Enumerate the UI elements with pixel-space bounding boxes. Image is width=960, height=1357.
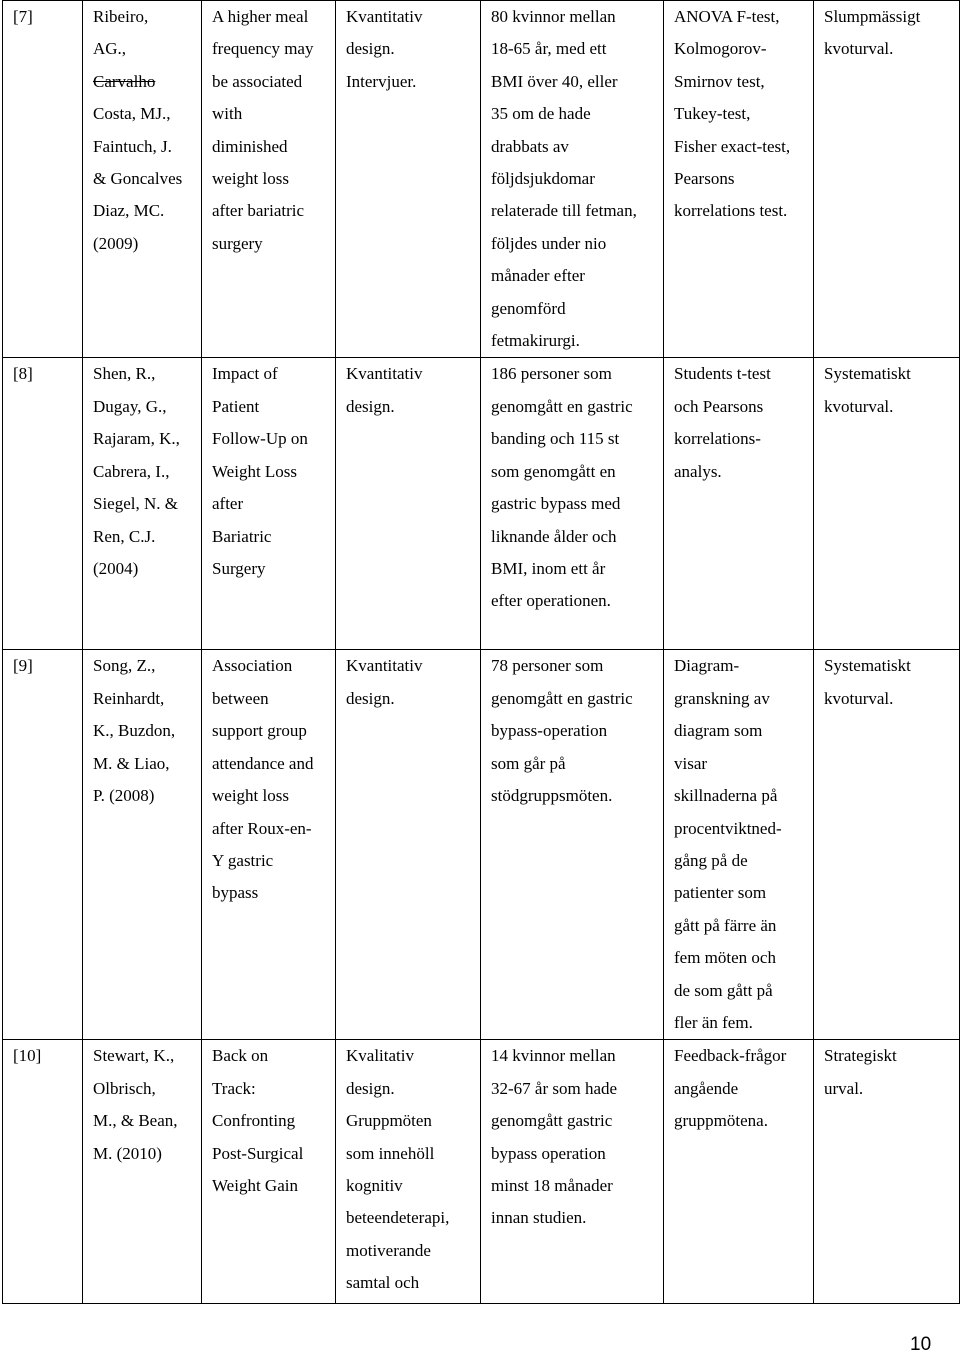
analysis-cell (664, 1, 814, 358)
cell-line: följdsjukdomar (491, 169, 595, 189)
title-cell (202, 1, 336, 358)
title-cell (202, 358, 336, 650)
table-row (3, 1040, 960, 1304)
cell-line: support group (212, 721, 307, 741)
cell-line: Pearsons (674, 169, 735, 189)
literature-table (2, 0, 960, 1304)
cell-line: design. (346, 396, 395, 416)
cell-line: bypass operation (491, 1143, 606, 1163)
cell-line: Ren, C.J. (93, 526, 156, 546)
cell-line: kvoturval. (824, 396, 894, 416)
title-cell (202, 650, 336, 1040)
cell-line: between (212, 688, 269, 708)
cell-line: granskning av (674, 688, 770, 708)
cell-line: [10] (13, 1046, 42, 1066)
cell-line: korrelations- (674, 429, 761, 449)
cell-line: M. (2010) (93, 1143, 162, 1163)
authors-cell (83, 358, 202, 650)
cell-line: Costa, MJ., (93, 104, 171, 124)
cell-line: design. (346, 1078, 395, 1098)
page-number: 10 (910, 1334, 932, 1355)
cell-line: ANOVA F-test, (674, 7, 780, 26)
cell-line: korrelations test. (674, 201, 788, 221)
cell-line: Carvalho (93, 71, 156, 91)
cell-line: Diaz, MC. (93, 201, 165, 221)
table-row (3, 1, 960, 358)
cell-line: frequency may (212, 39, 314, 59)
cell-line: gått på färre än (674, 915, 777, 935)
cell-line: drabbats av (491, 136, 569, 156)
cell-line: Bariatric (212, 526, 272, 546)
cell-line: skillnaderna på (674, 786, 778, 806)
cell-line: BMI över 40, eller (491, 71, 618, 91)
ref-number-cell (3, 650, 83, 1040)
cell-line: P. (2008) (93, 786, 155, 806)
cell-line: Surgery (212, 558, 266, 578)
cell-line: liknande ålder och (491, 526, 617, 546)
authors-cell (83, 650, 202, 1040)
design-cell (336, 358, 481, 650)
cell-line: Kvantitativ (346, 7, 423, 26)
cell-line: Diagram- (674, 656, 740, 676)
cell-line: som går på (491, 753, 566, 773)
cell-line: Association (212, 656, 293, 676)
cell-line: genomgått gastric (491, 1111, 613, 1131)
cell-line: attendance and (212, 753, 314, 773)
analysis-cell (664, 358, 814, 650)
analysis-cell (664, 1040, 814, 1304)
cell-line: fler än fem. (674, 1012, 753, 1032)
cell-line: som genomgått en (491, 461, 616, 481)
sampling-cell (814, 1, 960, 358)
cell-line: after (212, 494, 244, 514)
cell-line: Shen, R., (93, 364, 156, 384)
cell-line: Confronting (212, 1111, 296, 1131)
cell-line: som innehöll (346, 1143, 435, 1163)
cell-line: Patient (212, 396, 260, 416)
cell-line: [8] (13, 364, 33, 384)
cell-line: 14 kvinnor mellan (491, 1046, 616, 1066)
sampling-cell (814, 650, 960, 1040)
cell-line: banding och 115 st (491, 429, 620, 449)
ref-number-cell (3, 1040, 83, 1304)
cell-line: följdes under nio (491, 233, 607, 253)
cell-line: minst 18 månader (491, 1175, 613, 1195)
cell-line: 18-65 år, med ett (491, 39, 607, 59)
participants-cell (481, 650, 664, 1040)
cell-line: be associated (212, 71, 303, 91)
participants-cell (481, 358, 664, 650)
cell-line: Feedback-frågor (674, 1046, 787, 1066)
cell-line: BMI, inom ett år (491, 558, 606, 578)
cell-line: [9] (13, 656, 33, 676)
cell-line: Back on (212, 1046, 269, 1066)
cell-line: surgery (212, 233, 263, 253)
participants-cell (481, 1, 664, 358)
cell-line: diagram som (674, 721, 763, 741)
ref-number-cell (3, 358, 83, 650)
cell-line: [7] (13, 7, 33, 26)
cell-line: gruppmötena. (674, 1111, 768, 1131)
cell-line: & Goncalves (93, 169, 183, 189)
cell-line: Follow-Up on (212, 429, 308, 449)
cell-line: och Pearsons (674, 396, 764, 416)
cell-line: Intervjuer. (346, 71, 417, 91)
cell-line: 78 personer som (491, 656, 604, 676)
ref-number-cell (3, 1, 83, 358)
cell-line: K., Buzdon, (93, 721, 176, 741)
cell-line: visar (674, 753, 708, 773)
cell-line: AG., (93, 39, 127, 59)
cell-line: kvoturval. (824, 39, 894, 59)
cell-line: beteendeterapi, (346, 1208, 450, 1228)
cell-line: after Roux-en- (212, 818, 312, 838)
cell-line: Students t-test (674, 364, 771, 384)
cell-line: motiverande (346, 1240, 431, 1260)
cell-line: analys. (674, 461, 722, 481)
sampling-cell (814, 1040, 960, 1304)
cell-line: 32-67 år som hade (491, 1078, 618, 1098)
cell-line: samtal och (346, 1273, 420, 1293)
cell-line: bypass (212, 883, 259, 903)
cell-line: genomgått en gastric (491, 688, 633, 708)
cell-line: genomgått en gastric (491, 396, 633, 416)
cell-line: Track: (212, 1078, 256, 1098)
cell-line: Dugay, G., (93, 396, 167, 416)
design-cell (336, 650, 481, 1040)
title-cell (202, 1040, 336, 1304)
cell-line: Olbrisch, (93, 1078, 156, 1098)
cell-line: Reinhardt, (93, 688, 165, 708)
cell-line: innan studien. (491, 1208, 587, 1228)
cell-line: Weight Gain (212, 1175, 298, 1195)
cell-line: kvoturval. (824, 688, 894, 708)
cell-line: Systematiskt (824, 364, 911, 384)
cell-line: Kvantitativ (346, 656, 423, 676)
table-row (3, 358, 960, 650)
cell-line: Tukey-test, (674, 104, 751, 124)
cell-line: Impact of (212, 364, 278, 384)
cell-line: design. (346, 39, 395, 59)
cell-line: weight loss (212, 786, 289, 806)
cell-line: de som gått på (674, 980, 773, 1000)
cell-line: 35 om de hade (491, 104, 591, 124)
cell-line: gastric bypass med (491, 494, 621, 514)
cell-line: 80 kvinnor mellan (491, 7, 616, 26)
cell-line: patienter som (674, 883, 767, 903)
cell-line: Song, Z., (93, 656, 156, 676)
cell-line: Y gastric (212, 850, 274, 870)
cell-line: fetmakirurgi. (491, 331, 580, 351)
cell-line: bypass-operation (491, 721, 608, 741)
cell-line: 186 personer som (491, 364, 612, 384)
table-row (3, 650, 960, 1040)
authors-cell (83, 1040, 202, 1304)
cell-line: Ribeiro, (93, 7, 149, 26)
cell-line: A higher meal (212, 7, 309, 26)
cell-line: Post-Surgical (212, 1143, 304, 1163)
cell-line: after bariatric (212, 201, 305, 221)
cell-line: diminished (212, 136, 288, 156)
cell-line: with (212, 104, 243, 124)
cell-line: M., & Bean, (93, 1111, 178, 1131)
cell-line: procentviktned- (674, 818, 782, 838)
cell-line: Kvantitativ (346, 364, 423, 384)
cell-line: genomförd (491, 298, 566, 318)
cell-line: Slumpmässigt (824, 7, 921, 26)
authors-cell (83, 1, 202, 358)
cell-line: Stewart, K., (93, 1046, 175, 1066)
cell-line: weight loss (212, 169, 289, 189)
cell-line: Faintuch, J. (93, 136, 172, 156)
design-cell (336, 1, 481, 358)
cell-line: fem möten och (674, 948, 776, 968)
cell-line: M. & Liao, (93, 753, 170, 773)
analysis-cell (664, 650, 814, 1040)
cell-line: Rajaram, K., (93, 429, 180, 449)
cell-line: Kvalitativ (346, 1046, 414, 1066)
cell-line: stödgruppsmöten. (491, 786, 613, 806)
cell-line: Siegel, N. & (93, 494, 178, 514)
cell-line: Systematiskt (824, 656, 911, 676)
design-cell (336, 1040, 481, 1304)
cell-line: (2009) (93, 233, 139, 253)
cell-line: urval. (824, 1078, 864, 1098)
cell-line: angående (674, 1078, 739, 1098)
cell-line: Weight Loss (212, 461, 298, 481)
cell-line: månader efter (491, 266, 585, 286)
cell-line: (2004) (93, 558, 139, 578)
sampling-cell (814, 358, 960, 650)
cell-line: gång på de (674, 850, 748, 870)
cell-line: Fisher exact-test, (674, 136, 791, 156)
cell-line: kognitiv (346, 1175, 403, 1195)
cell-line: relaterade till fetman, (491, 201, 637, 221)
cell-line: Cabrera, I., (93, 461, 170, 481)
participants-cell (481, 1040, 664, 1304)
cell-line: Kolmogorov- (674, 39, 767, 59)
cell-line: Strategiskt (824, 1046, 897, 1066)
cell-line: Smirnov test, (674, 71, 765, 91)
cell-line: Gruppmöten (346, 1111, 432, 1131)
cell-line: efter operationen. (491, 591, 611, 611)
cell-line: design. (346, 688, 395, 708)
